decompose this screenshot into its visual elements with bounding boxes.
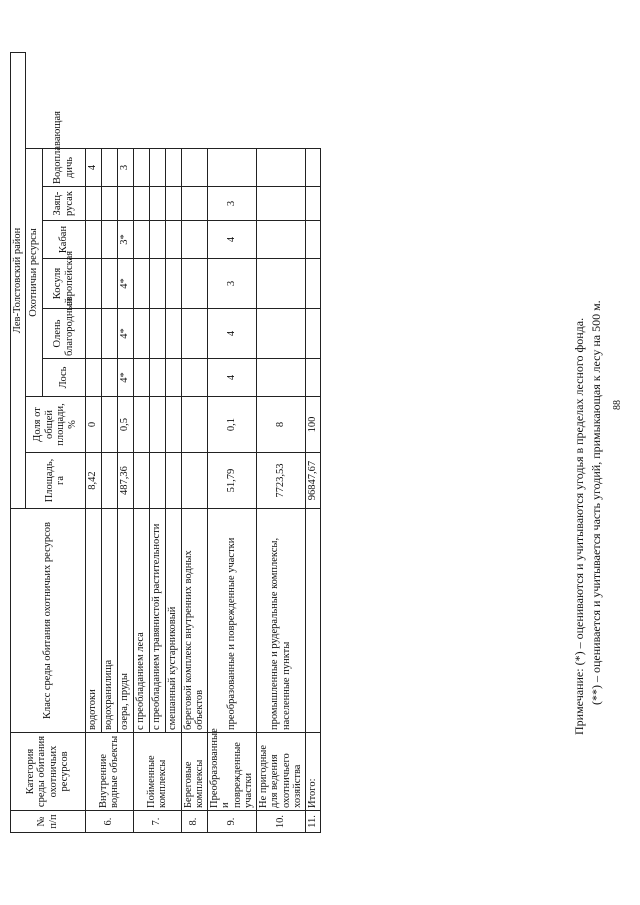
row-area: [165, 453, 181, 509]
row-share: [101, 397, 117, 453]
row-score: [85, 187, 101, 221]
row-score: [165, 187, 181, 221]
row-category: Не пригодные для ведения охотничьего хозяйства: [256, 733, 305, 811]
row-score: [181, 187, 207, 221]
row-score: [181, 359, 207, 397]
row-category: Преобразованные и поврежденные участки: [207, 733, 256, 811]
row-score: [149, 309, 165, 359]
row-category: Внутренние водные объекты: [85, 733, 133, 811]
row-score: 3: [117, 149, 133, 187]
row-score: [133, 187, 149, 221]
row-class: береговой комплекс внутренних водных объектов: [181, 509, 207, 733]
table-row: [149, 52, 165, 832]
row-score: [117, 187, 133, 221]
row-score: [181, 259, 207, 309]
row-score: 3*: [117, 221, 133, 259]
total-score-empty: [306, 221, 321, 259]
row-score: 4: [85, 149, 101, 187]
habitat-table-container: [10, 52, 321, 833]
header-species: Косуля европейская: [42, 259, 85, 309]
row-score: [85, 259, 101, 309]
row-area: 7723,53: [256, 453, 305, 509]
row-number: 10.: [256, 811, 305, 833]
row-share: [165, 397, 181, 453]
row-class: преобразованные и поврежденные участки: [207, 509, 256, 733]
row-score: [165, 221, 181, 259]
row-score: [101, 221, 117, 259]
header-species: Лось: [42, 359, 85, 397]
total-number: 11.: [306, 811, 321, 833]
row-class: водотоки: [85, 509, 101, 733]
row-class: озера, пруды: [117, 509, 133, 733]
row-score: 4*: [117, 259, 133, 309]
footnote-forest-fund: Примечание: (*) – оцениваются и учитываются угодья в пределах лесного фонда.: [572, 317, 586, 735]
row-share: [149, 397, 165, 453]
row-score: [85, 221, 101, 259]
total-class-empty: [306, 509, 321, 733]
row-score: [181, 309, 207, 359]
row-score: [149, 149, 165, 187]
row-score: [181, 221, 207, 259]
row-share: [133, 397, 149, 453]
row-score: [101, 359, 117, 397]
row-area: [133, 453, 149, 509]
row-area: 487,36: [117, 453, 133, 509]
total-score-empty: [306, 259, 321, 309]
header-species: Олень благородный: [42, 309, 85, 359]
row-score: [133, 309, 149, 359]
row-score: [149, 259, 165, 309]
total-score-empty: [306, 149, 321, 187]
row-score: [133, 221, 149, 259]
header-district: Лев-Толстовский район: [11, 52, 26, 508]
table-row: [133, 52, 149, 832]
total-score-empty: [306, 359, 321, 397]
header-row: [11, 52, 26, 832]
row-score: [149, 187, 165, 221]
row-score: 4: [207, 309, 256, 359]
total-score-empty: [306, 309, 321, 359]
row-number: 7.: [133, 811, 181, 833]
row-share: [181, 397, 207, 453]
row-score: [181, 149, 207, 187]
row-score: [256, 187, 305, 221]
row-score: [165, 259, 181, 309]
row-score: [101, 187, 117, 221]
row-score: 3: [207, 259, 256, 309]
row-score: [256, 221, 305, 259]
row-number: 8.: [181, 811, 207, 833]
row-area: [181, 453, 207, 509]
table-row: [101, 52, 117, 832]
row-score: 4*: [117, 359, 133, 397]
row-score: [101, 259, 117, 309]
row-score: 4: [207, 221, 256, 259]
row-number: 6.: [85, 811, 133, 833]
row-class: смешанный кустарниковый: [165, 509, 181, 733]
row-share: 0: [85, 397, 101, 453]
header-species: Кабан: [42, 221, 85, 259]
row-share: 0,1: [207, 397, 256, 453]
row-score: 3: [207, 187, 256, 221]
row-area: [101, 453, 117, 509]
row-category: Береговые комплексы: [181, 733, 207, 811]
header-species: Заяц-русак: [42, 187, 85, 221]
row-share: 8: [256, 397, 305, 453]
row-class: с преобладанием леса: [133, 509, 149, 733]
row-score: [165, 309, 181, 359]
row-score: [256, 259, 305, 309]
row-score: [85, 359, 101, 397]
table-row: [85, 52, 101, 832]
row-class: водохранилища: [101, 509, 117, 733]
row-score: 4: [207, 359, 256, 397]
row-score: [133, 359, 149, 397]
footnote-adjacent-forest: (**) – оценивается и учитывается часть угодий, примыкающая к лесу на 500 м.: [589, 300, 603, 705]
header-resources: Охотничьи ресурсы: [25, 149, 42, 397]
row-area: 8,42: [85, 453, 101, 509]
row-score: [101, 149, 117, 187]
total-area: 96847,67: [306, 453, 321, 509]
table-row: [207, 52, 256, 832]
row-class: промышленные и рудеральные комплексы, населенные пункты: [256, 509, 305, 733]
total-score-empty: [306, 187, 321, 221]
row-score: [133, 259, 149, 309]
total-label: Итого:: [306, 733, 321, 811]
row-score: [149, 359, 165, 397]
table-row: [256, 52, 305, 832]
row-share: 0,5: [117, 397, 133, 453]
row-score: [256, 309, 305, 359]
row-number: 9.: [207, 811, 256, 833]
page-number: 88: [612, 400, 623, 410]
row-score: [256, 359, 305, 397]
header-area: Площадь, га: [25, 453, 85, 509]
row-score: [207, 149, 256, 187]
table-row: [117, 52, 133, 832]
habitat-table: [10, 52, 321, 833]
row-class: с преобладанием травянистой растительности: [149, 509, 165, 733]
header-num: № п/п: [11, 811, 86, 833]
header-species: Водоплавающая дичь: [42, 149, 85, 187]
table-row: [181, 52, 207, 832]
row-score: [85, 309, 101, 359]
row-score: [149, 221, 165, 259]
table-row: [165, 52, 181, 832]
row-score: [165, 149, 181, 187]
header-share: Доля от общей площади, %: [25, 397, 85, 453]
row-score: [165, 359, 181, 397]
row-category: Пойменные комплексы: [133, 733, 181, 811]
row-area: [149, 453, 165, 509]
total-row: [306, 52, 321, 832]
row-score: [101, 309, 117, 359]
row-score: [133, 149, 149, 187]
row-score: [256, 149, 305, 187]
header-category: Категория среды обитания охотничьих ресурсов: [11, 733, 86, 811]
header-class: Класс среды обитания охотничьих ресурсов: [11, 509, 86, 733]
row-score: 4*: [117, 309, 133, 359]
total-share: 100: [306, 397, 321, 453]
row-area: 51,79: [207, 453, 256, 509]
